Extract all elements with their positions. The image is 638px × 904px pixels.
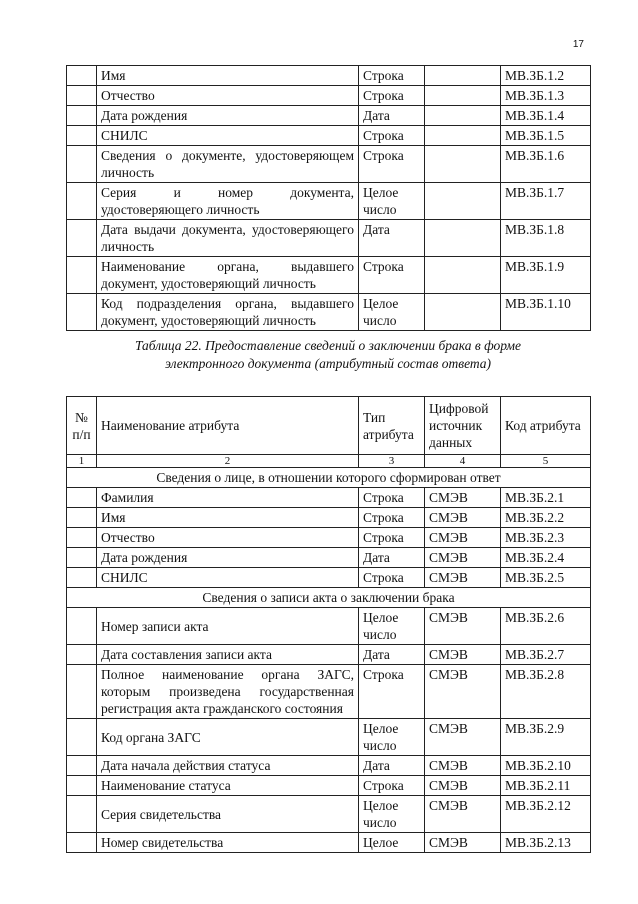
table-row — [67, 645, 591, 665]
attribute-name: Код подразделения органа, выдавшего документ, удостоверяющий личность — [97, 294, 359, 331]
row-number — [67, 756, 97, 776]
table-caption-line: электронного документа (атрибутный состав ответа) — [164, 356, 492, 371]
table-row — [67, 146, 591, 183]
row-number — [67, 796, 97, 833]
attributes-table — [66, 396, 591, 853]
attribute-code: МВ.ЗБ.2.7 — [501, 645, 591, 665]
table-row — [67, 528, 591, 548]
row-number — [67, 665, 97, 719]
attribute-name: Дата начала действия статуса — [97, 756, 359, 776]
attribute-name: Дата рождения — [97, 106, 359, 126]
attribute-source: СМЭВ — [425, 645, 501, 665]
table-row — [67, 86, 591, 106]
attributes-table-continued — [66, 65, 591, 331]
attribute-code: МВ.ЗБ.1.5 — [501, 126, 591, 146]
table-row — [67, 776, 591, 796]
attribute-type: Дата — [359, 756, 425, 776]
attribute-type: Целое число — [359, 294, 425, 331]
attribute-type: Строка — [359, 86, 425, 106]
row-number — [67, 294, 97, 331]
row-number — [67, 86, 97, 106]
table-row — [67, 548, 591, 568]
row-number — [67, 183, 97, 220]
table-row — [67, 756, 591, 776]
attribute-source: СМЭВ — [425, 488, 501, 508]
attribute-source: СМЭВ — [425, 833, 501, 853]
attribute-name: Отчество — [97, 528, 359, 548]
attribute-code: МВ.ЗБ.2.6 — [501, 608, 591, 645]
header-num: № п/п — [67, 397, 97, 455]
attribute-code: МВ.ЗБ.2.12 — [501, 796, 591, 833]
attribute-source: СМЭВ — [425, 548, 501, 568]
attribute-type: Строка — [359, 257, 425, 294]
attribute-code: МВ.ЗБ.2.13 — [501, 833, 591, 853]
attribute-source — [425, 183, 501, 220]
attribute-source — [425, 220, 501, 257]
table-row — [67, 508, 591, 528]
attribute-type: Строка — [359, 776, 425, 796]
attribute-source: СМЭВ — [425, 508, 501, 528]
attribute-name: Номер записи акта — [97, 608, 359, 645]
attribute-type: Целое число — [359, 608, 425, 645]
table-row — [67, 488, 591, 508]
attribute-name: Код органа ЗАГС — [97, 719, 359, 756]
attribute-code: МВ.ЗБ.2.3 — [501, 528, 591, 548]
column-index: 4 — [425, 455, 501, 468]
page-number: 17 — [572, 39, 584, 50]
table-row — [67, 608, 591, 645]
attribute-code: МВ.ЗБ.1.7 — [501, 183, 591, 220]
attribute-source: СМЭВ — [425, 796, 501, 833]
attribute-name: Фамилия — [97, 488, 359, 508]
attribute-code: МВ.ЗБ.1.4 — [501, 106, 591, 126]
attribute-name: Имя — [97, 66, 359, 86]
attribute-name: Имя — [97, 508, 359, 528]
attribute-source: СМЭВ — [425, 608, 501, 645]
column-index: 3 — [359, 455, 425, 468]
table-caption-line: Таблица 22. Предоставление сведений о заключении брака в форме — [135, 338, 521, 353]
attribute-name: Дата рождения — [97, 548, 359, 568]
attribute-name: Серия свидетельства — [97, 796, 359, 833]
row-number — [67, 528, 97, 548]
attribute-type: Дата — [359, 645, 425, 665]
attribute-type: Дата — [359, 548, 425, 568]
header-name: Наименование атрибута — [97, 397, 359, 455]
attribute-source — [425, 294, 501, 331]
attribute-code: МВ.ЗБ.2.4 — [501, 548, 591, 568]
attribute-code: МВ.ЗБ.2.8 — [501, 665, 591, 719]
column-index: 1 — [67, 455, 97, 468]
table-caption — [66, 337, 590, 373]
row-number — [67, 220, 97, 257]
attribute-type: Целое число — [359, 796, 425, 833]
table-row — [67, 66, 591, 86]
section-title: Сведения о записи акта о заключении брака — [67, 588, 591, 608]
attribute-type: Дата — [359, 220, 425, 257]
attribute-type: Целое число — [359, 719, 425, 756]
row-number — [67, 719, 97, 756]
attribute-source: СМЭВ — [425, 665, 501, 719]
table-header-row — [67, 397, 591, 455]
row-number — [67, 776, 97, 796]
attribute-source — [425, 257, 501, 294]
attribute-type: Целое число — [359, 183, 425, 220]
table-row — [67, 568, 591, 588]
row-number — [67, 508, 97, 528]
table-row — [67, 719, 591, 756]
attribute-source: СМЭВ — [425, 719, 501, 756]
attribute-type: Строка — [359, 126, 425, 146]
attribute-type: Строка — [359, 665, 425, 719]
attribute-source — [425, 86, 501, 106]
header-source: Цифровой источник данных — [425, 397, 501, 455]
table-row — [67, 294, 591, 331]
attribute-name: Дата составления записи акта — [97, 645, 359, 665]
attribute-name: Номер свидетельства — [97, 833, 359, 853]
attribute-type: Дата — [359, 106, 425, 126]
table-row — [67, 796, 591, 833]
attribute-code: МВ.ЗБ.1.9 — [501, 257, 591, 294]
attribute-name: Наименование статуса — [97, 776, 359, 796]
attribute-type: Целое — [359, 833, 425, 853]
attribute-name: Отчество — [97, 86, 359, 106]
attribute-source — [425, 66, 501, 86]
attribute-source: СМЭВ — [425, 568, 501, 588]
attribute-type: Строка — [359, 488, 425, 508]
table-row — [67, 126, 591, 146]
attribute-name: Дата выдачи документа, удостоверяющего личность — [97, 220, 359, 257]
attribute-type: Строка — [359, 528, 425, 548]
table-row — [67, 665, 591, 719]
attribute-code: МВ.ЗБ.2.5 — [501, 568, 591, 588]
section-row — [67, 468, 591, 488]
attribute-name: Наименование органа, выдавшего документ, удостоверяющий личность — [97, 257, 359, 294]
attribute-name: Серия и номер документа, удостоверяющего личность — [97, 183, 359, 220]
header-code: Код атрибута — [501, 397, 591, 455]
attribute-code: МВ.ЗБ.2.10 — [501, 756, 591, 776]
attribute-type: Строка — [359, 568, 425, 588]
attribute-code: МВ.ЗБ.1.8 — [501, 220, 591, 257]
row-number — [67, 645, 97, 665]
attribute-code: МВ.ЗБ.2.11 — [501, 776, 591, 796]
attribute-type: Строка — [359, 66, 425, 86]
column-index: 5 — [501, 455, 591, 468]
section-title: Сведения о лице, в отношении которого сформирован ответ — [67, 468, 591, 488]
table-row — [67, 833, 591, 853]
attribute-source: СМЭВ — [425, 756, 501, 776]
attribute-source — [425, 106, 501, 126]
row-number — [67, 488, 97, 508]
row-number — [67, 126, 97, 146]
attribute-source — [425, 126, 501, 146]
attribute-code: МВ.ЗБ.1.10 — [501, 294, 591, 331]
attribute-code: МВ.ЗБ.1.6 — [501, 146, 591, 183]
table-row — [67, 106, 591, 126]
header-type: Тип атрибута — [359, 397, 425, 455]
row-number — [67, 548, 97, 568]
row-number — [67, 66, 97, 86]
attribute-name: СНИЛС — [97, 568, 359, 588]
attribute-code: МВ.ЗБ.1.2 — [501, 66, 591, 86]
attribute-name: Полное наименование органа ЗАГС, которым произведена государственная регистрация акта гражданского состояния — [97, 665, 359, 719]
attribute-code: МВ.ЗБ.2.2 — [501, 508, 591, 528]
table-row — [67, 257, 591, 294]
row-number — [67, 106, 97, 126]
row-number — [67, 257, 97, 294]
table-row — [67, 220, 591, 257]
row-number — [67, 146, 97, 183]
column-index: 2 — [97, 455, 359, 468]
attribute-name: Сведения о документе, удостоверяющем личность — [97, 146, 359, 183]
table-row — [67, 183, 591, 220]
row-number — [67, 608, 97, 645]
row-number — [67, 833, 97, 853]
attribute-name: СНИЛС — [97, 126, 359, 146]
row-number — [67, 568, 97, 588]
attribute-source: СМЭВ — [425, 776, 501, 796]
attribute-code: МВ.ЗБ.1.3 — [501, 86, 591, 106]
section-row — [67, 588, 591, 608]
attribute-code: МВ.ЗБ.2.1 — [501, 488, 591, 508]
attribute-source: СМЭВ — [425, 528, 501, 548]
attribute-source — [425, 146, 501, 183]
column-index-row — [67, 455, 591, 468]
attribute-type: Строка — [359, 146, 425, 183]
attribute-type: Строка — [359, 508, 425, 528]
attribute-code: МВ.ЗБ.2.9 — [501, 719, 591, 756]
